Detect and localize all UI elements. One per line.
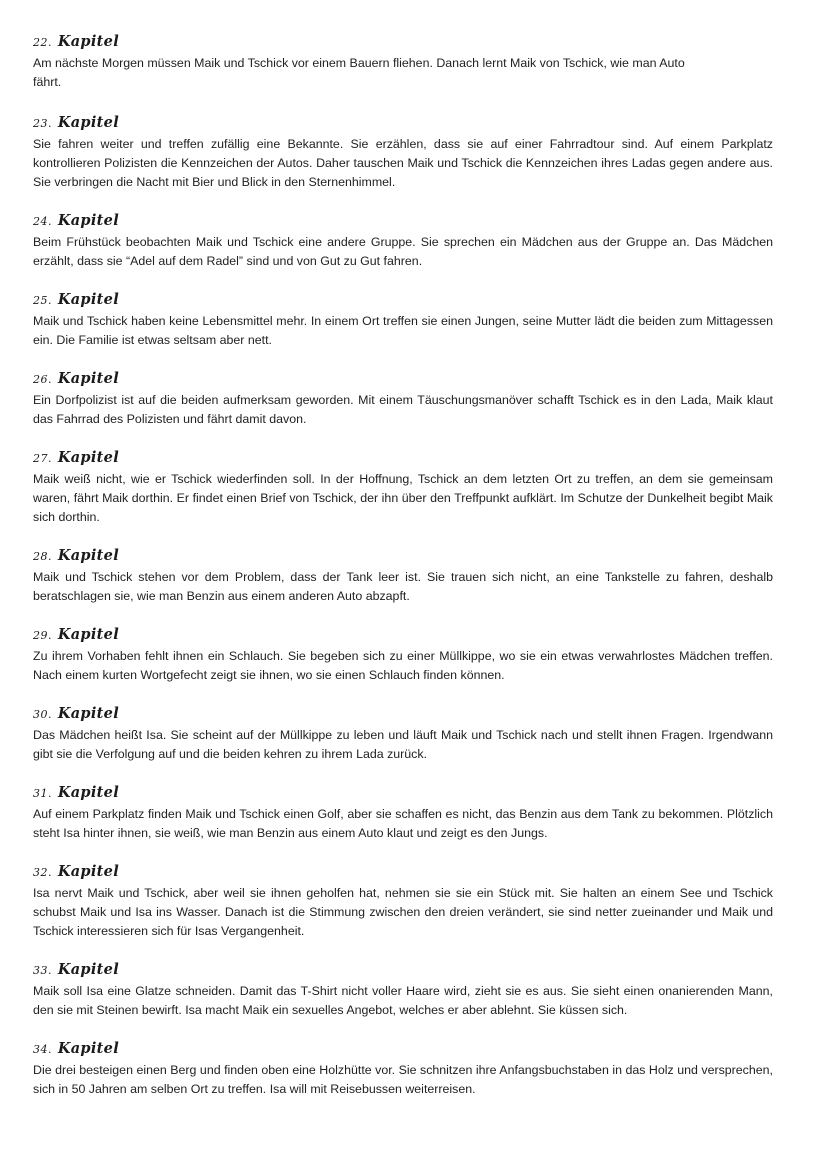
chapter-heading bbox=[33, 288, 773, 312]
chapter-summary: Maik weiß nicht, wie er Tschick wiederfinden soll. In der Hoffnung, Tschick an dem letzten Ort zu treffen, an dem sie gemeinsam waren, fährt Maik dorthin. Er findet einen Brief von Tschick, der ihn über den Treffpunkt aufklärt. Im Schutze der Dunkelheit begibt Maik sich dorthin. bbox=[33, 472, 773, 524]
chapter-heading bbox=[33, 781, 773, 805]
chapter-28 bbox=[33, 544, 773, 606]
chapter-31 bbox=[33, 781, 773, 843]
chapter-23 bbox=[33, 111, 773, 192]
chapter-summary: Zu ihrem Vorhaben fehlt ihnen ein Schlauch. Sie begeben sich zu einer Müllkippe, wo sie ein etwas verwahrlostes Mädchen treffen. Nach einem kurten Wortgefecht zeigt sie ihnen, wo sie einen Schlauch finden können. bbox=[33, 649, 773, 682]
chapter-summary: Ein Dorfpolizist ist auf die beiden aufmerksam geworden. Mit einem Täuschungsmanöver schafft Tschick es in den Lada, Maik klaut das Fahrrad des Polizisten und fährt damit davon. bbox=[33, 393, 773, 426]
chapter-heading bbox=[33, 30, 773, 54]
chapter-label: Kapitel bbox=[57, 784, 120, 801]
chapter-26 bbox=[33, 367, 773, 429]
chapter-heading bbox=[33, 702, 773, 726]
chapter-22 bbox=[33, 30, 773, 92]
chapter-label: Kapitel bbox=[57, 370, 120, 387]
chapter-number: 33. bbox=[33, 964, 52, 977]
chapter-24 bbox=[33, 209, 773, 271]
chapter-number: 25. bbox=[33, 294, 52, 307]
chapter-number: 27. bbox=[33, 452, 52, 465]
chapter-summary: Beim Frühstück beobachten Maik und Tschick eine andere Gruppe. Sie sprechen ein Mädchen aus der Gruppe an. Das Mädchen erzählt, dass sie “Adel auf dem Radel” sind und von Gut zu Gut fahren. bbox=[33, 235, 773, 268]
chapter-32 bbox=[33, 860, 773, 941]
chapter-heading bbox=[33, 860, 773, 884]
chapter-heading bbox=[33, 623, 773, 647]
chapter-number: 34. bbox=[33, 1043, 52, 1056]
chapter-heading bbox=[33, 1037, 773, 1061]
chapter-label: Kapitel bbox=[57, 863, 120, 880]
chapter-number: 32. bbox=[33, 866, 52, 879]
chapter-label: Kapitel bbox=[57, 705, 120, 722]
chapter-summary: Am nächste Morgen müssen Maik und Tschick vor einem Bauern fliehen. Danach lernt Maik von Tschick, wie man Auto fährt. bbox=[33, 56, 685, 89]
chapter-number: 28. bbox=[33, 550, 52, 563]
chapter-number: 23. bbox=[33, 117, 52, 130]
chapter-27 bbox=[33, 446, 773, 527]
chapter-number: 24. bbox=[33, 215, 52, 228]
chapter-heading bbox=[33, 446, 773, 470]
chapter-label: Kapitel bbox=[57, 449, 120, 466]
chapter-34 bbox=[33, 1037, 773, 1099]
chapter-33 bbox=[33, 958, 773, 1020]
chapter-label: Kapitel bbox=[57, 961, 120, 978]
chapter-heading bbox=[33, 111, 773, 135]
chapter-number: 30. bbox=[33, 708, 52, 721]
chapter-label: Kapitel bbox=[57, 114, 120, 131]
chapter-summary: Die drei besteigen einen Berg und finden oben eine Holzhütte vor. Sie schnitzen ihre Anfangsbuchstaben in das Holz und versprechen, sich in 50 Jahren am selben Ort zu treffen. Isa will mit Reisebussen weiterreisen. bbox=[33, 1063, 773, 1096]
chapter-label: Kapitel bbox=[57, 291, 120, 308]
chapter-summary: Auf einem Parkplatz finden Maik und Tschick einen Golf, aber sie schaffen es nicht, das Benzin aus dem Tank zu bekommen. Plötzlich steht Isa hinter ihnen, sie weiß, wie man Benzin aus einem Auto klaut und zeigt es den Jungs. bbox=[33, 807, 773, 840]
chapter-summary: Maik soll Isa eine Glatze schneiden. Damit das T-Shirt nicht voller Haare wird, zieht sie es aus. Sie sieht einen onanierenden Mann, den sie mit Steinen bewirft. Isa macht Maik ein sexuelles Angebot, welches er aber ablehnt. Sie küssen sich. bbox=[33, 984, 773, 1017]
chapter-summary: Sie fahren weiter und treffen zufällig eine Bekannte. Sie erzählen, dass sie auf einer Fahrradtour sind. Auf einem Parkplatz kontrollieren Polizisten die Kennzeichen der Autos. Daher tauschen Maik und Tschick die Kennzeichen ihres Ladas gegen andere aus. Sie verbringen die Nacht mit Bier und Blick in den Sternenhimmel. bbox=[33, 137, 773, 189]
chapter-heading bbox=[33, 958, 773, 982]
chapter-number: 29. bbox=[33, 629, 52, 642]
chapter-heading bbox=[33, 544, 773, 568]
chapter-summary: Maik und Tschick stehen vor dem Problem, dass der Tank leer ist. Sie trauen sich nicht, an eine Tankstelle zu fahren, deshalb beratschlagen sie, wie man Benzin aus einem anderen Auto abzapft. bbox=[33, 570, 773, 603]
chapter-heading bbox=[33, 367, 773, 391]
chapter-label: Kapitel bbox=[57, 212, 120, 229]
chapter-29 bbox=[33, 623, 773, 685]
chapter-label: Kapitel bbox=[57, 626, 120, 643]
chapter-number: 22. bbox=[33, 36, 52, 49]
chapter-label: Kapitel bbox=[57, 1040, 120, 1057]
chapter-30 bbox=[33, 702, 773, 764]
chapter-summary: Das Mädchen heißt Isa. Sie scheint auf der Müllkippe zu leben und läuft Maik und Tschick nach und stellt ihnen Fragen. Irgendwann gibt sie die Verfolgung auf und die beiden kehren zu ihrem Lada zurück. bbox=[33, 728, 773, 761]
chapter-summary: Isa nervt Maik und Tschick, aber weil sie ihnen geholfen hat, nehmen sie sie ein Stück mit. Sie halten an einem See und Tschick schubst Maik und Isa ins Wasser. Danach ist die Stimmung zwischen den dreien verändert, sie sind netter zueinander und Maik und Tschick interessieren sich für Isas Vergangenheit. bbox=[33, 886, 773, 938]
chapter-25 bbox=[33, 288, 773, 350]
chapter-label: Kapitel bbox=[57, 33, 120, 50]
chapter-number: 31. bbox=[33, 787, 52, 800]
document-page bbox=[33, 30, 773, 1099]
chapter-label: Kapitel bbox=[57, 547, 120, 564]
chapter-number: 26. bbox=[33, 373, 52, 386]
chapter-heading bbox=[33, 209, 773, 233]
chapter-summary: Maik und Tschick haben keine Lebensmittel mehr. In einem Ort treffen sie einen Jungen, seine Mutter lädt die beiden zum Mittagessen ein. Die Familie ist etwas seltsam aber nett. bbox=[33, 314, 773, 347]
